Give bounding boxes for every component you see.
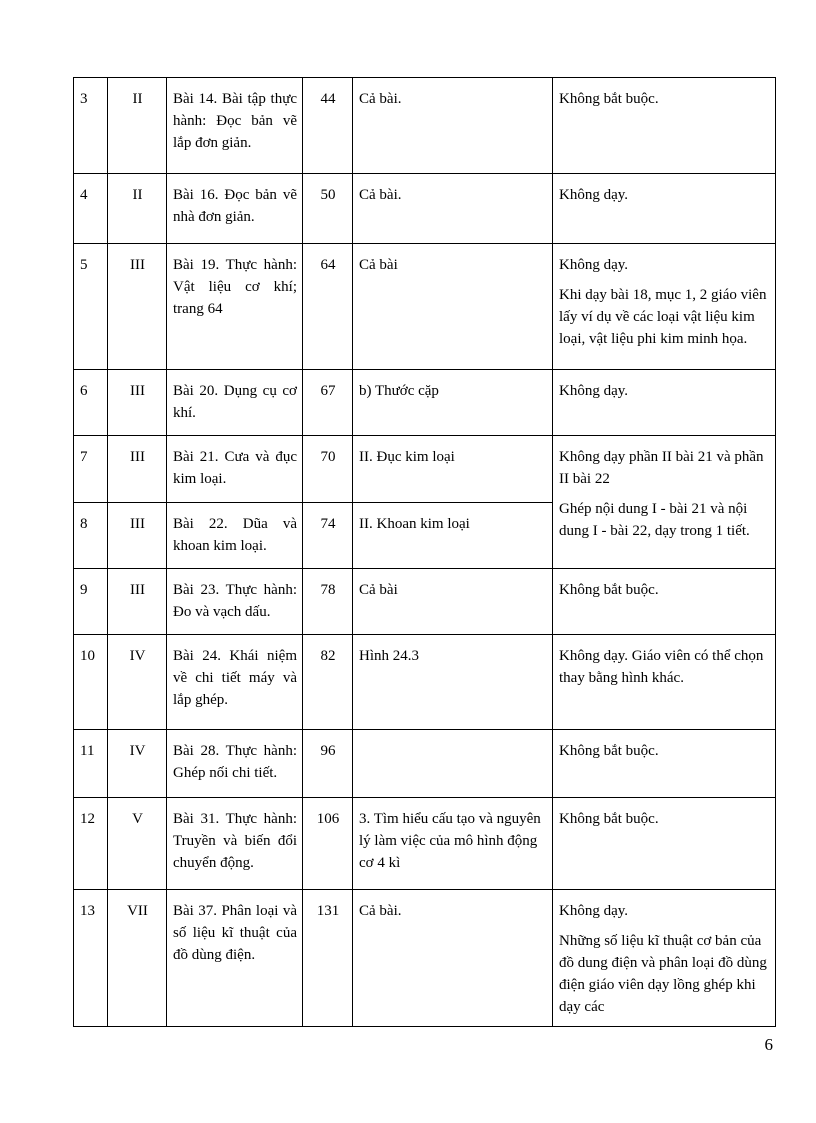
note-paragraph: Không bắt buộc.: [559, 811, 659, 827]
table-row: [74, 798, 776, 890]
page-cell: 74: [303, 503, 353, 569]
note-paragraph: Không dạy.: [559, 257, 629, 273]
part-cell: Cả bài: [353, 244, 553, 370]
table-body: [74, 78, 776, 1027]
page-cell: 106: [303, 798, 353, 890]
note-paragraph: Không dạy.: [559, 903, 629, 919]
table-row: [74, 890, 776, 1027]
part-cell: b) Thước cặp: [353, 370, 553, 436]
page-cell: 78: [303, 569, 353, 635]
chapter-cell: II: [108, 174, 167, 244]
chapter-cell: II: [108, 78, 167, 174]
chapter-cell: III: [108, 569, 167, 635]
table-row: [74, 436, 776, 503]
page-cell: 67: [303, 370, 353, 436]
table-row: [74, 174, 776, 244]
lesson-cell: Bài 28. Thực hành: Ghép nối chi tiết.: [167, 730, 303, 798]
part-cell: Cả bài.: [353, 174, 553, 244]
lesson-cell: Bài 24. Khái niệm về chi tiết máy và lắp ghép.: [167, 635, 303, 730]
curriculum-table: [73, 77, 776, 1027]
lesson-cell: Bài 19. Thực hành: Vật liệu cơ khí; trang 64: [167, 244, 303, 370]
lesson-cell: Bài 31. Thực hành: Truyền và biến đổi chuyển động.: [167, 798, 303, 890]
row-number: 8: [74, 503, 108, 569]
chapter-cell: III: [108, 436, 167, 503]
note-paragraph: Ghép nội dung I - bài 21 và nội dung I - bài 22, dạy trong 1 tiết.: [559, 501, 750, 539]
lesson-cell: Bài 14. Bài tập thực hành: Đọc bản vẽ lắp đơn giản.: [167, 78, 303, 174]
lesson-cell: Bài 23. Thực hành: Đo và vạch dấu.: [167, 569, 303, 635]
chapter-cell: III: [108, 503, 167, 569]
row-number: 13: [74, 890, 108, 1027]
part-cell: Cả bài.: [353, 78, 553, 174]
note-paragraph: Không bắt buộc.: [559, 582, 659, 598]
note-cell: [553, 370, 776, 436]
part-cell: Hình 24.3: [353, 635, 553, 730]
note-cell: [553, 436, 776, 569]
lesson-cell: Bài 16. Đọc bản vẽ nhà đơn giản.: [167, 174, 303, 244]
note-cell: [553, 730, 776, 798]
page-number: 6: [764, 1035, 773, 1054]
note-paragraph: Không bắt buộc.: [559, 743, 659, 759]
page-cell: 64: [303, 244, 353, 370]
note-cell: [553, 890, 776, 1027]
part-cell: 3. Tìm hiểu cấu tạo và nguyên lý làm việc của mô hình động cơ 4 kì: [353, 798, 553, 890]
note-cell: [553, 78, 776, 174]
row-number: 12: [74, 798, 108, 890]
table-row: [74, 569, 776, 635]
page-cell: 50: [303, 174, 353, 244]
note-cell: [553, 174, 776, 244]
lesson-cell: Bài 22. Dũa và khoan kim loại.: [167, 503, 303, 569]
row-number: 11: [74, 730, 108, 798]
part-cell: II. Đục kim loại: [353, 436, 553, 503]
row-number: 7: [74, 436, 108, 503]
note-paragraph: Không bắt buộc.: [559, 91, 659, 107]
page-cell: 44: [303, 78, 353, 174]
note-cell: [553, 635, 776, 730]
page-cell: 131: [303, 890, 353, 1027]
part-cell: [353, 730, 553, 798]
page-cell: 96: [303, 730, 353, 798]
page-cell: 70: [303, 436, 353, 503]
chapter-cell: III: [108, 244, 167, 370]
note-paragraph: Những số liệu kĩ thuật cơ bản của đồ dung điện và phân loại đồ dùng điện giáo viên dạy lồng ghép khi dạy các: [559, 933, 767, 1015]
row-number: 5: [74, 244, 108, 370]
note-cell: [553, 244, 776, 370]
chapter-cell: V: [108, 798, 167, 890]
note-paragraph: Không dạy.: [559, 187, 629, 203]
note-paragraph: Khi dạy bài 18, mục 1, 2 giáo viên lấy ví dụ về các loại vật liệu kim loại, vật liệu phi kim minh họa.: [559, 287, 767, 347]
chapter-cell: VII: [108, 890, 167, 1027]
part-cell: II. Khoan kim loại: [353, 503, 553, 569]
table-row: [74, 244, 776, 370]
lesson-cell: Bài 37. Phân loại và số liệu kĩ thuật của đồ dùng điện.: [167, 890, 303, 1027]
row-number: 10: [74, 635, 108, 730]
note-paragraph: Không dạy phần II bài 21 và phần II bài 22: [559, 449, 764, 487]
table-row: [74, 730, 776, 798]
table-row: [74, 370, 776, 436]
table-row: [74, 78, 776, 174]
row-number: 6: [74, 370, 108, 436]
row-number: 9: [74, 569, 108, 635]
note-paragraph: Không dạy.: [559, 383, 629, 399]
page-cell: 82: [303, 635, 353, 730]
part-cell: Cả bài.: [353, 890, 553, 1027]
row-number: 3: [74, 78, 108, 174]
chapter-cell: IV: [108, 730, 167, 798]
part-cell: Cả bài: [353, 569, 553, 635]
note-cell: [553, 798, 776, 890]
row-number: 4: [74, 174, 108, 244]
table-row: [74, 635, 776, 730]
note-paragraph: Không dạy. Giáo viên có thể chọn thay bằng hình khác.: [559, 648, 764, 686]
note-cell: [553, 569, 776, 635]
lesson-cell: Bài 21. Cưa và đục kim loại.: [167, 436, 303, 503]
lesson-cell: Bài 20. Dụng cụ cơ khí.: [167, 370, 303, 436]
chapter-cell: III: [108, 370, 167, 436]
chapter-cell: IV: [108, 635, 167, 730]
